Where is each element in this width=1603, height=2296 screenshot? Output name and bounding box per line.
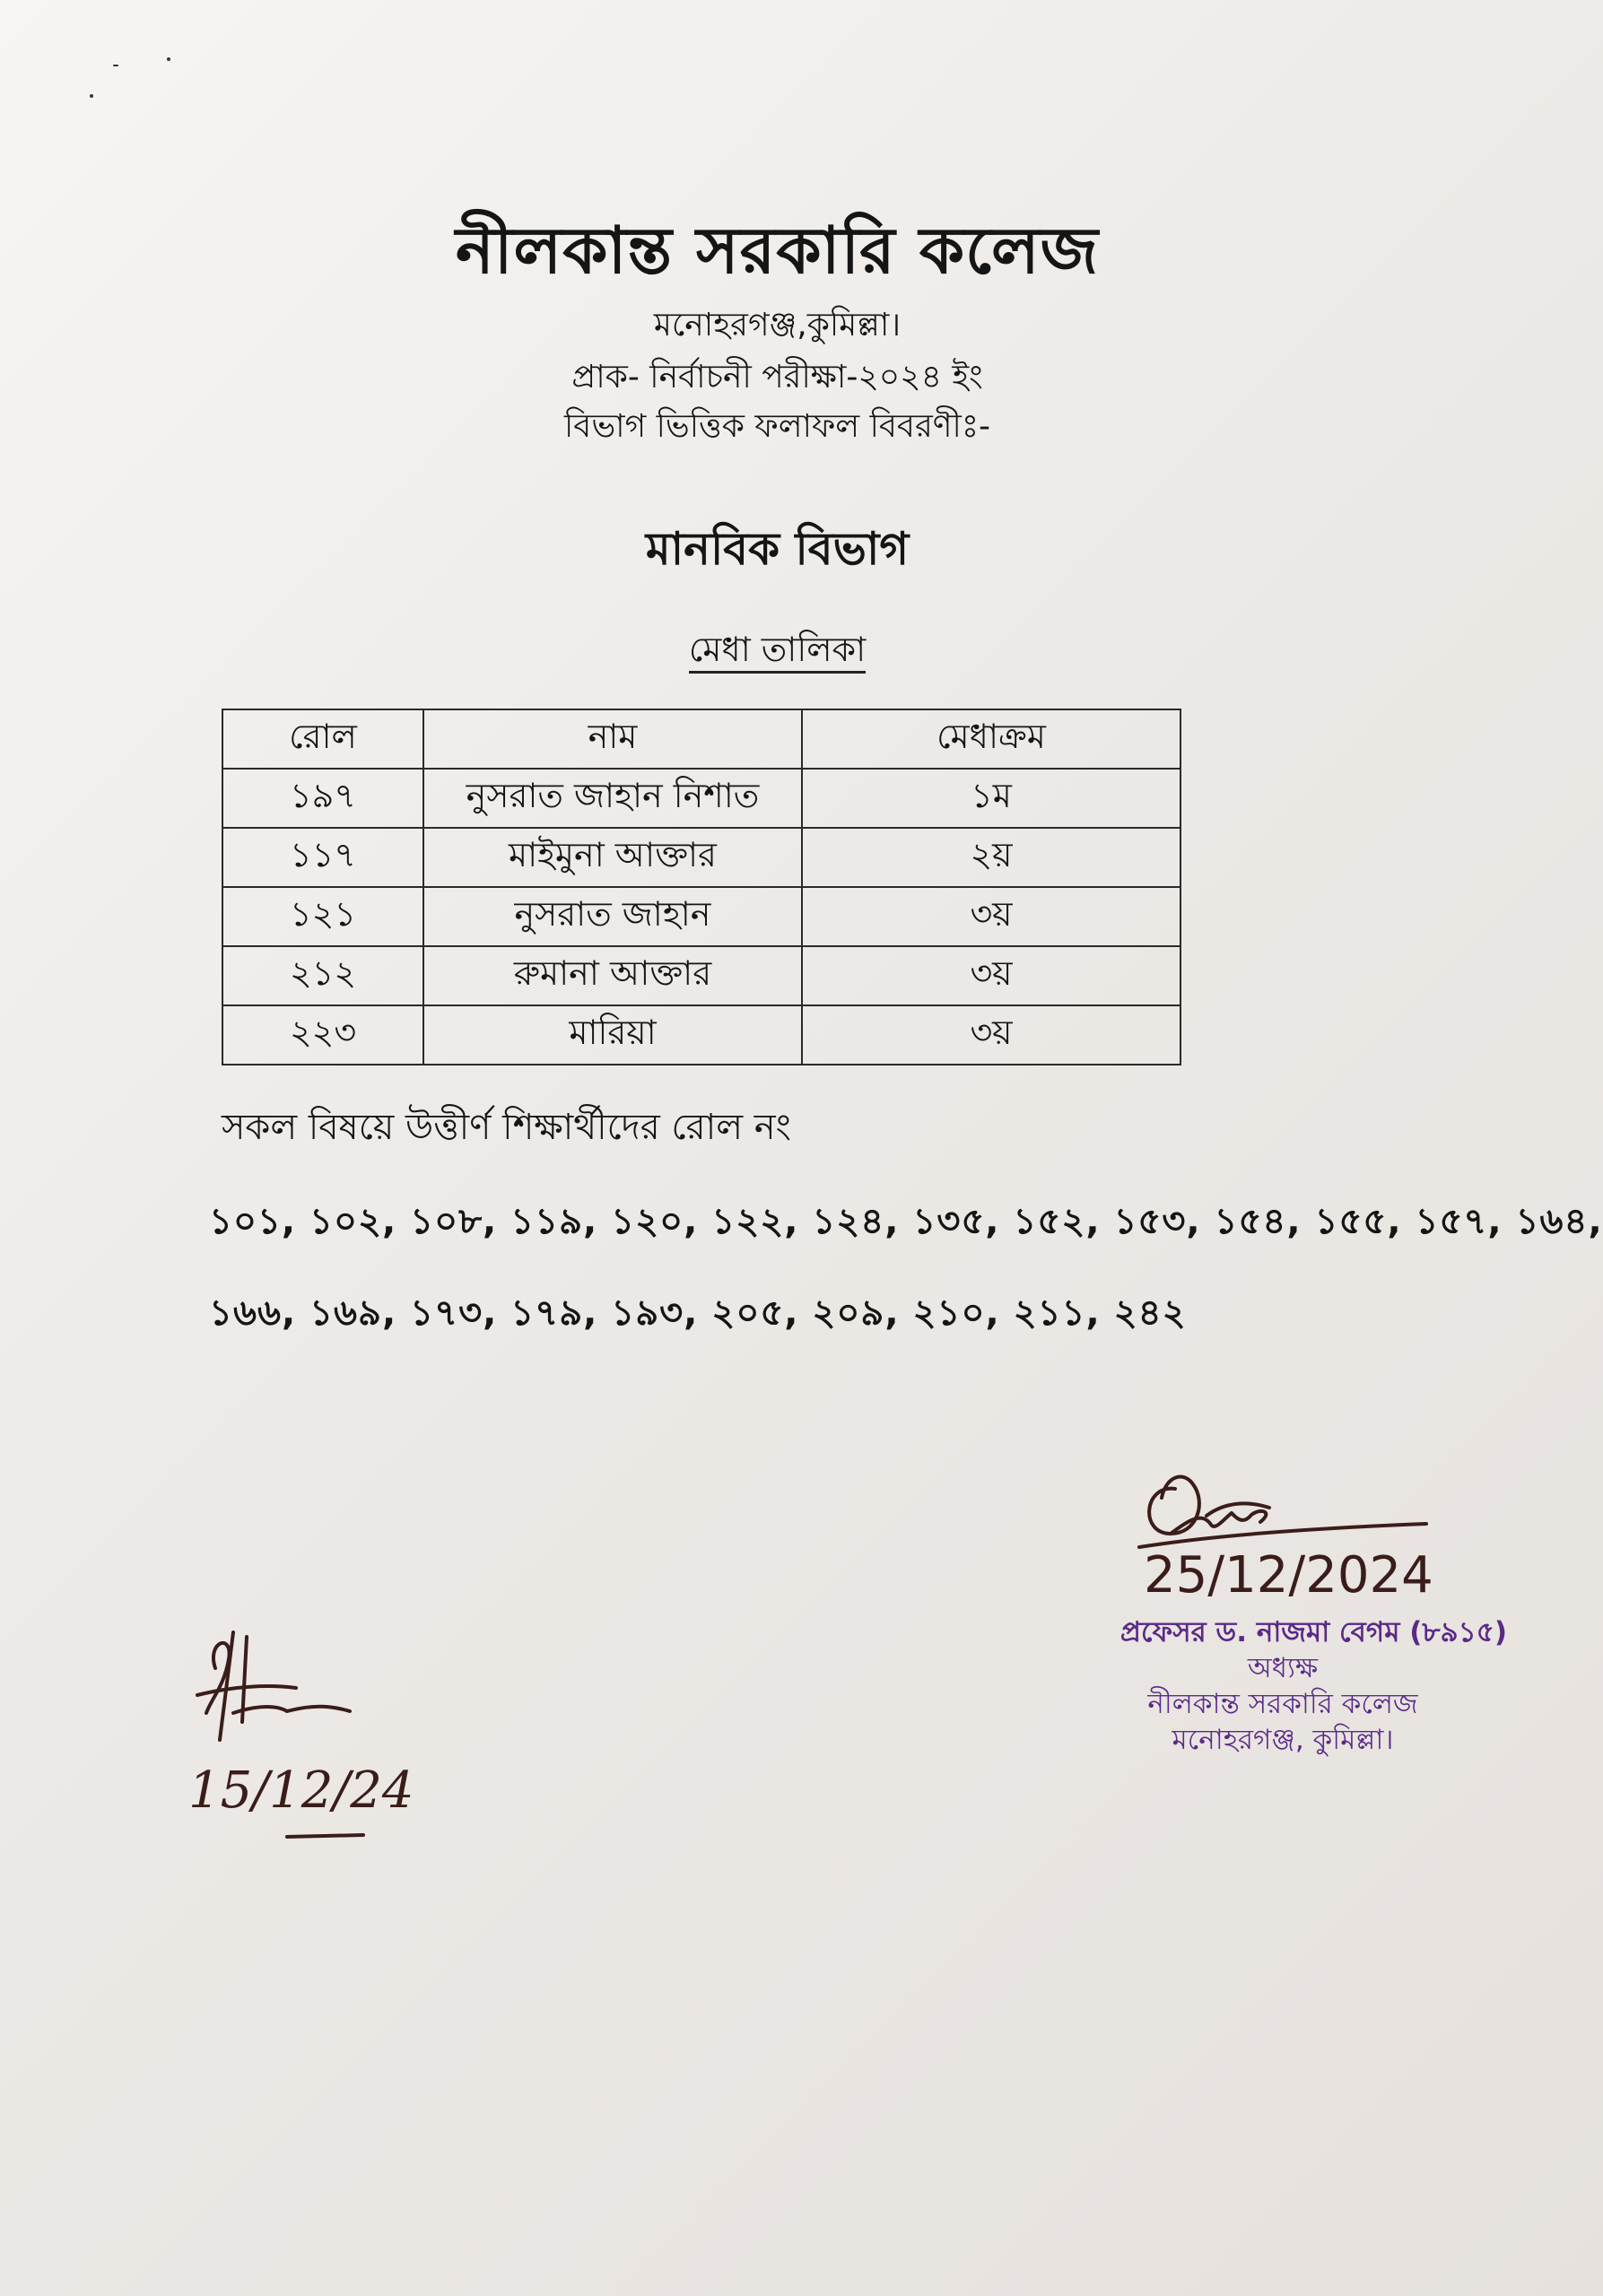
merit-table bbox=[222, 709, 1181, 1065]
college-address: মনোহরগঞ্জ,কুমিল্লা। bbox=[653, 307, 902, 344]
column-header-rank: মেধাক্রম bbox=[802, 709, 1180, 769]
second-signature-date: 15/12/24 bbox=[188, 1761, 414, 1820]
exam-title: প্রাক- নির্বাচনী পরীক্ষা-২০২৪ ইং bbox=[571, 359, 983, 396]
principal-stamp bbox=[1059, 1614, 1507, 1758]
table-row bbox=[222, 1005, 1180, 1065]
stamp-title: অধ্যক্ষ bbox=[1247, 1652, 1319, 1684]
rank-cell: ২য় bbox=[802, 828, 1180, 887]
stamp-address: মনোহরগঞ্জ, কুমিল্লা। bbox=[1172, 1724, 1394, 1756]
rank-cell: ১ম bbox=[802, 769, 1180, 828]
name-cell: মারিয়া bbox=[423, 1005, 802, 1065]
table-row bbox=[222, 887, 1180, 946]
roll-cell: ১৯৭ bbox=[222, 769, 423, 828]
result-summary-heading: বিভাগ ভিত্তিক ফলাফল বিবরণীঃ- bbox=[563, 408, 990, 445]
stamp-name: প্রফেসর ড. নাজমা বেগম (৮৯১৫) bbox=[1119, 1616, 1507, 1648]
principal-signature-date: 25/12/2024 bbox=[1144, 1546, 1433, 1605]
table-row bbox=[222, 946, 1180, 1005]
roll-cell: ২১২ bbox=[222, 946, 423, 1005]
speck bbox=[167, 57, 170, 61]
table-row bbox=[222, 828, 1180, 887]
name-cell: নুসরাত জাহান নিশাত bbox=[423, 769, 802, 828]
name-cell: নুসরাত জাহান bbox=[423, 887, 802, 946]
roll-cell: ২২৩ bbox=[222, 1005, 423, 1065]
rank-cell: ৩য় bbox=[802, 946, 1180, 1005]
passed-rolls-line-2: ১৬৬, ১৬৯, ১৭৩, ১৭৯, ১৯৩, ২০৫, ২০৯, ২১০, ২১১, ২৪২ bbox=[209, 1292, 1187, 1334]
roll-cell: ১১৭ bbox=[222, 828, 423, 887]
rank-cell: ৩য় bbox=[802, 887, 1180, 946]
passed-students-label: সকল বিষয়ে উত্তীর্ণ শিক্ষার্থীদের রোল নং bbox=[222, 1107, 791, 1148]
college-name: নীলকান্ত সরকারি কলেজ bbox=[455, 213, 1100, 288]
merit-table-header bbox=[222, 709, 1180, 769]
roll-cell: ১২১ bbox=[222, 887, 423, 946]
speck bbox=[90, 94, 93, 98]
stamp-college: নীলকান্ত সরকারি কলেজ bbox=[1147, 1688, 1418, 1720]
merit-list-title-text: মেধা তালিকা bbox=[689, 630, 866, 674]
rank-cell: ৩য় bbox=[802, 1005, 1180, 1065]
second-signature bbox=[179, 1614, 414, 1848]
name-cell: মাইমুনা আক্তার bbox=[423, 828, 802, 887]
principal-signature bbox=[1126, 1448, 1520, 1610]
column-header-roll: রোল bbox=[222, 709, 423, 769]
column-header-name: নাম bbox=[423, 709, 802, 769]
passed-rolls-line-1: ১০১, ১০২, ১০৮, ১১৯, ১২০, ১২২, ১২৪, ১৩৫, ১৫২, ১৫৩, ১৫৪, ১৫৫, ১৫৭, ১৬৪, bbox=[209, 1201, 1603, 1242]
speck bbox=[113, 65, 118, 66]
table-row bbox=[222, 769, 1180, 828]
merit-list-title bbox=[0, 623, 1555, 681]
name-cell: রুমানা আক্তার bbox=[423, 946, 802, 1005]
department-title: মানবিক বিভাগ bbox=[645, 523, 910, 575]
